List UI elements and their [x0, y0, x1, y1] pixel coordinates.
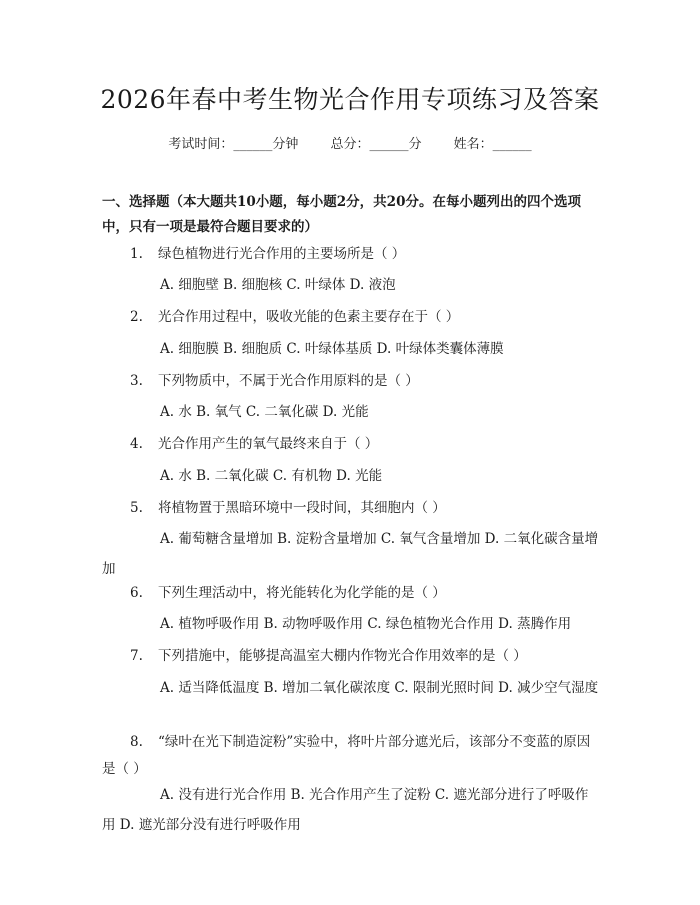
question-number: 7. — [130, 648, 143, 664]
section-heading: 一、选择题（本大题共10小题，每小题2分，共20分。在每小题列出的四个选项中，只有一项是最符合题目要求的） — [102, 194, 581, 235]
question-5 — [130, 496, 600, 521]
question-2 — [130, 305, 600, 330]
question-4 — [130, 432, 600, 457]
question-number: 4. — [130, 436, 143, 452]
question-5-options: A. 葡萄糖含量增加 B. 淀粉含量增加 C. 氧气含量增加 D. 二氧化碳含量增加 — [102, 531, 599, 577]
student-name: 姓名：______ — [453, 137, 532, 152]
question-number: 6. — [130, 585, 143, 601]
question-8 — [102, 729, 600, 783]
question-number: 1. — [130, 246, 143, 262]
question-stem: 光合作用过程中，吸收光能的色素主要存在于（ ） — [158, 309, 460, 325]
question-number: 5. — [130, 500, 143, 516]
question-stem: 将植物置于黑暗环境中一段时间，其细胞内（ ） — [158, 500, 446, 516]
question-stem: 下列物质中，不属于光合作用原料的是（ ） — [158, 373, 419, 389]
exam-time: 考试时间：______分钟 — [168, 137, 299, 152]
question-6-options: A. 植物呼吸作用 B. 动物呼吸作用 C. 绿色植物光合作用 D. 蒸腾作用 — [160, 616, 572, 632]
question-7-options: A. 适当降低温度 B. 增加二氧化碳浓度 C. 限制光照时间 D. 减少空气湿度 — [160, 680, 599, 696]
question-7 — [130, 644, 600, 669]
question-number: 2. — [130, 309, 143, 325]
question-number: 3. — [130, 373, 143, 389]
question-8-options: A. 没有进行光合作用 B. 光合作用产生了淀粉 C. 遮光部分进行了呼吸作用 D. 遮光部分没有进行呼吸作用 — [102, 787, 589, 833]
question-stem: 下列措施中，能够提高温室大棚内作物光合作用效率的是（ ） — [158, 648, 527, 664]
question-1-options: A. 细胞壁 B. 细胞核 C. 叶绿体 D. 液泡 — [160, 277, 396, 293]
page-title: 2026年春中考生物光合作用专项练习及答案 — [100, 85, 600, 114]
question-1 — [130, 242, 600, 267]
question-3 — [130, 369, 600, 394]
question-stem: 下列生理活动中，将光能转化为化学能的是（ ） — [158, 585, 446, 601]
question-stem: “绿叶在光下制造淀粉”实验中，将叶片部分遮光后，该部分不变蓝的原因是（ ） — [102, 734, 591, 777]
question-2-options: A. 细胞膜 B. 细胞质 C. 叶绿体基质 D. 叶绿体类囊体薄膜 — [160, 341, 504, 357]
question-stem: 光合作用产生的氧气最终来自于（ ） — [158, 436, 379, 452]
question-6 — [130, 581, 600, 606]
exam-score: 总分：______分 — [330, 137, 422, 152]
question-4-options: A. 水 B. 二氧化碳 C. 有机物 D. 光能 — [160, 468, 383, 484]
question-3-options: A. 水 B. 氧气 C. 二氧化碳 D. 光能 — [160, 404, 369, 420]
exam-meta — [0, 133, 700, 152]
question-number: 8. — [130, 734, 143, 750]
question-stem: 绿色植物进行光合作用的主要场所是（ ） — [158, 246, 406, 262]
